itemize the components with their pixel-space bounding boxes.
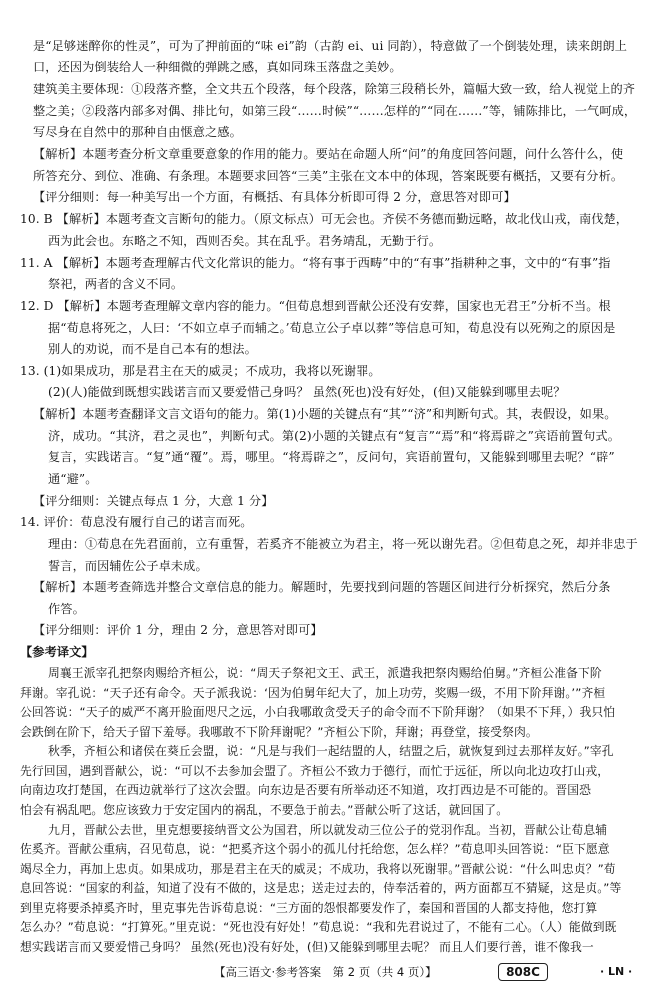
analysis-line: 【解析】本题考查翻译文言文语句的能力。第(1)小题的关键点有“其”“济”和判断句式。其，表假设，如果。 — [33, 407, 617, 421]
translation-line: 向南边攻打楚国，在西边就举行了这次会盟。向东边是否要有所举动还不知道，攻打西边是不可能的。晋国恐 — [20, 783, 592, 797]
exam-code-badge: 808C — [498, 963, 548, 981]
text-line: 口，还因为倒装给人一种细微的弹跳之感，真如同珠玉落盘之美妙。 — [33, 60, 402, 74]
translation-line: 到里克将要杀掉奚齐时，里克事先告诉荀息说：“三方面的怨恨都要发作了，秦国和晋国的人都支持他，您打算 — [20, 901, 598, 915]
answer-11-line: 11. A 【解析】本题考查理解古代文化常识的能力。“将有事于西畴”中的“有事”指耕种之事，文中的“有事”指 — [20, 256, 611, 270]
answer-13-line: 13. (1)如果成功，那是君主在天的威灵；不成功，我将以死谢罪。 — [20, 364, 381, 378]
analysis-line: 【解析】本题考查分析文章重要意象的作用的能力。要站在命题人所“问”的角度回答问题，问什么答什么，使 — [33, 147, 624, 161]
text-line: 复言，实践诺言。“复”通“覆”。焉，哪里。“将焉辟之”，反问句，宾语前置句，又能躲到哪里去呢？“辟” — [48, 450, 615, 464]
text-line: 理由：①荀息在先君面前，立有重誓，若奚齐不能被立为君主，将一死以谢先君。②但荀息之死，却并非忠于 — [48, 537, 638, 551]
translation-line: 佐奚齐。晋献公重病，召见荀息，说：“把奚齐这个弱小的孤儿付托给您，怎么样？”荀息叩头回答说：“臣下愿意 — [20, 842, 610, 856]
text-line: 所答充分、到位、准确、有条理。本题要求回答“三美”主张在文本中的体现，答案既要有概括，又要有分析。 — [33, 169, 624, 183]
scoring-rule-line: 【评分细则：每一种美写出一个方面，有概括、有具体分析即可得 2 分，意思答对即可】 — [33, 190, 516, 204]
translation-heading: 【参考译文】 — [20, 645, 94, 659]
text-line: 誓言，而因辅佐公子卓未成。 — [48, 559, 208, 573]
translation-line: 拜谢。宰孔说：“天子还有命令。天子派我说：‘因为伯舅年纪大了，加上功劳，奖赐一级，不用下阶拜谢。’”齐桓 — [20, 686, 606, 700]
text-line: 济，成功。“其济，君之灵也”，判断句式。第(2)小题的关键点有“复言”“焉”和“将焉辟之”宾语前置句式。 — [48, 429, 620, 443]
text-line: 通“避”。 — [48, 472, 98, 486]
text-line: 是“足够迷醉你的性灵”，可为了押前面的“味 ei”韵（古韵 ei、ui 同韵），特意做了一个倒装处理，读来朗朗上 — [33, 39, 628, 53]
region-code: · LN · — [600, 965, 633, 978]
text-line: 整之美；②段落内部多对偶、排比句，如第三段“……时候”“……怎样的”“同在……”等，铺陈排比，一气呵成， — [33, 104, 637, 118]
translation-line: 秋季，齐桓公和诸侯在葵丘会盟，说：“凡是与我们一起结盟的人，结盟之后，就恢复到过去那样友好。”宰孔 — [48, 744, 614, 758]
text-line: 据“荀息将死之，人曰：‘不如立卓子而辅之。’荀息立公子卓以葬”等信息可知，荀息没有以死殉之的原因是 — [48, 321, 616, 335]
footer-title: 【高三语文·参考答案 第 2 页（共 4 页）】 — [214, 965, 437, 979]
translation-line: 想实践诺言而又要爱惜己身吗？ 虽然(死也)没有好处，(但)又能躲到哪里去呢？ 而且人们要行善，谁不像我一 — [20, 940, 594, 954]
translation-line: 公回答说：“天子的威严不离开脸面咫尺之远，小白我哪敢贪受天子的命令而不下阶拜谢？（如果不下拜，）我只怕 — [20, 705, 616, 719]
scoring-rule-line: 【评分细则：评价 1 分，理由 2 分，意思答对即可】 — [33, 623, 323, 637]
translation-line: 息回答说：“国家的利益，知道了没有不做的，这是忠；送走过去的，侍奉活着的，两方面都互不猜疑，这是贞。”等 — [20, 881, 622, 895]
text-line: 西为此会也。东略之不知，西则否矣。其在乱乎。君务靖乱，无勤于行。 — [48, 234, 442, 248]
text-line: 别人的劝说，而不是自己本有的想法。 — [48, 342, 257, 356]
text-line: 写尽身在自然中的那种自由惬意之感。 — [33, 125, 242, 139]
page-footer — [0, 962, 653, 982]
scoring-rule-line: 【评分细则：关键点每点 1 分，大意 1 分】 — [33, 494, 274, 508]
translation-line: 怎么办？”荀息说：“打算死。”里克说：“死也没有好处！”荀息说：“我和先君说过了，不能有二心。（人）能做到既 — [20, 920, 617, 934]
translation-line: 先行回国，遇到晋献公，说：“可以不去参加会盟了。齐桓公不致力于德行，而忙于远征，所以向北边攻打山戎， — [20, 764, 610, 778]
answer-14-line: 14. 评价：荀息没有履行自己的诺言而死。 — [20, 515, 253, 529]
translation-line: 怕会有祸乱吧。您应该致力于安定国内的祸乱，不要急于前去。”晋献公听了这话，就回国了。 — [20, 803, 509, 817]
text-line: 祭祀，两者的含义不同。 — [48, 277, 184, 291]
answer-10-line: 10. B 【解析】本题考查文言断句的能力。（原文标点）可无会也。齐侯不务德而勤远略，故北伐山戎，南伐楚， — [20, 212, 629, 226]
text-line: (2)(人)能做到既想实践诺言而又要爱惜己身吗？ 虽然(死也)没有好处，(但)又能躲到哪里去呢？ — [48, 385, 566, 399]
text-line: 作答。 — [48, 602, 85, 616]
text-line: 建筑美主要体现：①段落齐整，全文共五个段落，每个段落，除第三段稍长外，篇幅大致一致，给人视觉上的齐 — [33, 82, 636, 96]
translation-line: 会跌倒在阶下，给天子留下羞辱。我哪敢不下阶拜谢呢？”齐桓公下阶，拜谢；再登堂，接受祭肉。 — [20, 725, 538, 739]
translation-line: 周襄王派宰孔把祭肉赐给齐桓公，说：“周天子祭祀文王、武王，派遣我把祭肉赐给伯舅。”齐桓公准备下阶 — [48, 666, 602, 680]
translation-line: 九月，晋献公去世，里克想要接纳晋文公为国君，所以就发动三位公子的党羽作乱。当初，晋献公让荀息辅 — [48, 823, 608, 837]
translation-line: 竭尽全力，再加上忠贞。如果成功，那是君主在天的威灵；不成功，我将以死谢罪。”晋献公说：“什么叫忠贞？”荀 — [20, 862, 616, 876]
analysis-line: 【解析】本题考查筛选并整合文章信息的能力。解题时，先要找到问题的答题区间进行分析探究，然后分条 — [33, 580, 611, 594]
answer-12-line: 12. D 【解析】本题考查理解文章内容的能力。“但荀息想到晋献公还没有安葬，国家也无君王”分析不当。根 — [20, 299, 611, 313]
